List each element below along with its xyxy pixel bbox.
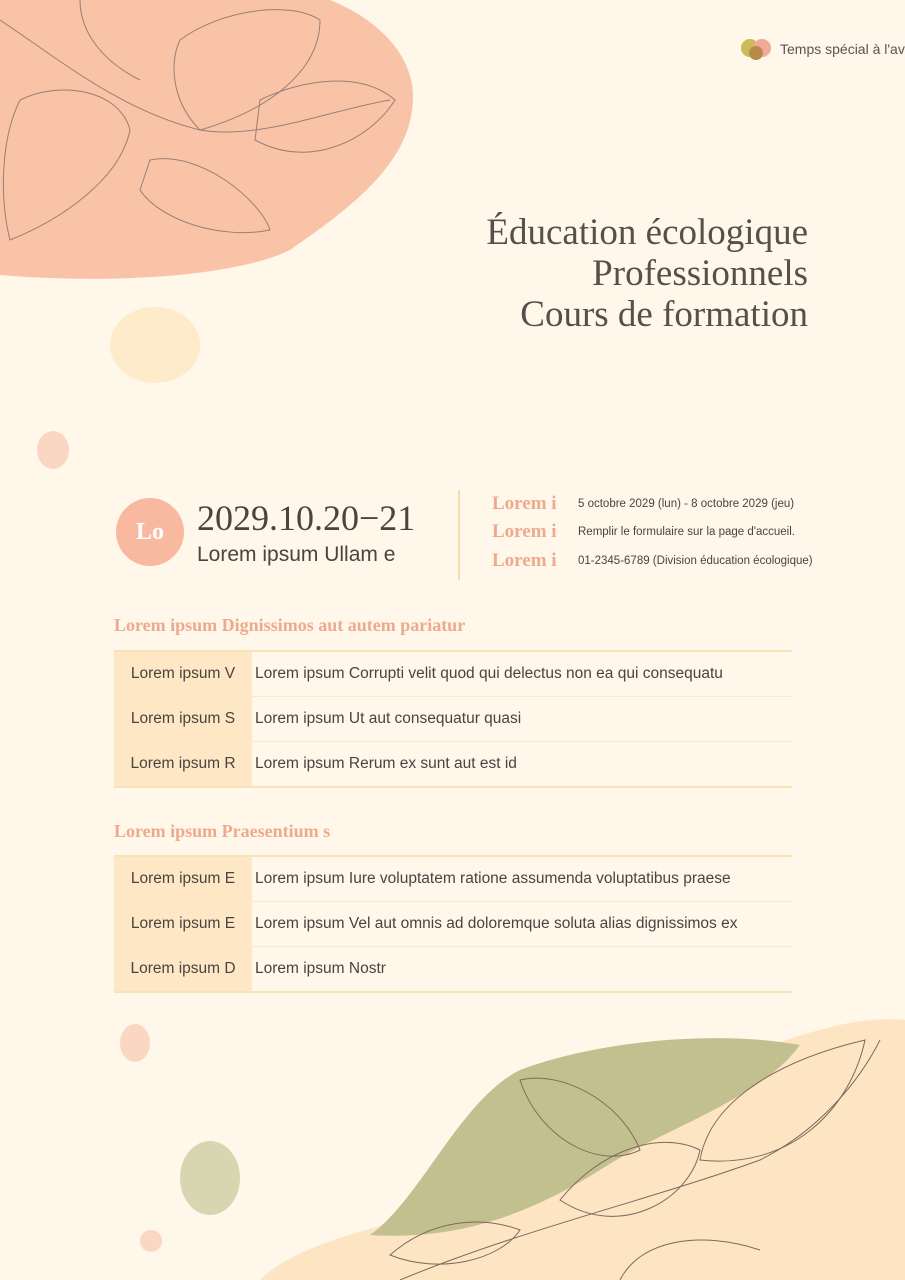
title-line: Cours de formation bbox=[520, 294, 808, 335]
header-badge bbox=[740, 38, 905, 60]
info-value: 5 octobre 2029 (lun) - 8 octobre 2029 (jeu) bbox=[578, 498, 795, 510]
table-row bbox=[114, 697, 792, 742]
info-row bbox=[492, 550, 813, 572]
heart-logo-icon bbox=[740, 38, 774, 60]
info-row bbox=[492, 521, 795, 543]
divider bbox=[458, 490, 460, 580]
details-table bbox=[114, 855, 792, 993]
info-label: Lorem i bbox=[492, 493, 557, 514]
title-line: Professionnels bbox=[592, 253, 808, 294]
info-row bbox=[492, 493, 794, 515]
info-label: Lorem i bbox=[492, 550, 557, 571]
peach-dot bbox=[140, 1230, 162, 1252]
info-label: Lorem i bbox=[492, 521, 557, 542]
row-value: Lorem ipsum Corrupti velit quod qui delectus non ea qui consequatu bbox=[252, 651, 792, 697]
schedule-table bbox=[114, 650, 792, 788]
row-key: Lorem ipsum E bbox=[114, 902, 252, 947]
row-key: Lorem ipsum D bbox=[114, 947, 252, 993]
section-heading: Lorem ipsum Dignissimos aut autem pariatur bbox=[114, 615, 466, 635]
row-value: Lorem ipsum Nostr bbox=[252, 947, 792, 993]
page-title bbox=[486, 212, 808, 335]
info-value: 01-2345-6789 (Division éducation écologique) bbox=[578, 555, 813, 567]
row-key: Lorem ipsum R bbox=[114, 742, 252, 788]
row-key: Lorem ipsum E bbox=[114, 856, 252, 902]
info-value: Remplir le formulaire sur la page d'accueil. bbox=[578, 526, 795, 538]
title-line: Éducation écologique bbox=[486, 212, 808, 253]
table-row bbox=[114, 856, 792, 902]
row-value: Lorem ipsum Iure voluptatem ratione assumenda voluptatibus praese bbox=[252, 856, 792, 902]
table-row bbox=[114, 947, 792, 993]
table-row bbox=[114, 902, 792, 947]
section-heading: Lorem ipsum Praesentium s bbox=[114, 821, 331, 841]
peach-dot bbox=[37, 431, 69, 469]
row-value: Lorem ipsum Vel aut omnis ad doloremque soluta alias dignissimos ex bbox=[252, 902, 792, 947]
peach-dot bbox=[120, 1024, 150, 1062]
event-date: 2029.10.20−21 bbox=[197, 498, 416, 538]
event-circle-badge: Lo bbox=[116, 498, 184, 566]
row-value: Lorem ipsum Ut aut consequatur quasi bbox=[252, 697, 792, 742]
badge-text: Temps spécial à l'av bbox=[780, 41, 905, 57]
olive-dot bbox=[180, 1141, 240, 1215]
row-key: Lorem ipsum V bbox=[114, 651, 252, 697]
cream-blob bbox=[110, 307, 200, 383]
table-row bbox=[114, 651, 792, 697]
row-value: Lorem ipsum Rerum ex sunt aut est id bbox=[252, 742, 792, 788]
row-key: Lorem ipsum S bbox=[114, 697, 252, 742]
table-row bbox=[114, 742, 792, 788]
event-subtitle: Lorem ipsum Ullam e bbox=[197, 543, 396, 566]
